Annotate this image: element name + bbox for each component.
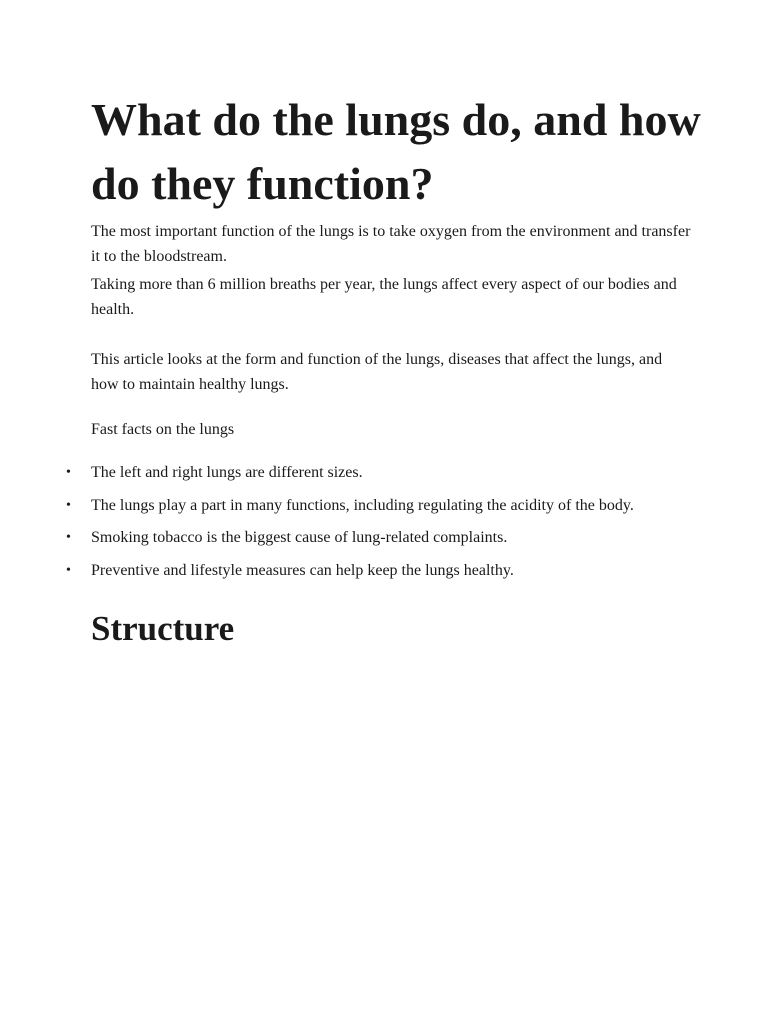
- article-title: What do the lungs do, and how do they function?: [91, 94, 701, 209]
- intro-paragraph: The most important function of the lungs is to take oxygen from the environment and transfer it to the bloodstream.: [91, 223, 691, 265]
- bullet-icon: •: [66, 465, 71, 480]
- list-item: [0, 493, 768, 526]
- list-item-text: The left and right lungs are different sizes.: [91, 464, 363, 481]
- bullet-icon: •: [66, 562, 71, 578]
- breaths-paragraph: Taking more than 6 million breaths per year, the lungs affect every aspect of our bodies and health.: [91, 276, 677, 318]
- fast-facts-list: [0, 460, 768, 590]
- list-item-text: Smoking tobacco is the biggest cause of lung-related complaints.: [91, 529, 508, 546]
- bullet-icon: •: [66, 497, 71, 513]
- list-item: [0, 525, 768, 558]
- overview-paragraph: This article looks at the form and function of the lungs, diseases that affect the lungs, and how to maintain healthy lungs.: [91, 351, 663, 393]
- list-item: [0, 460, 768, 493]
- list-item-text: Preventive and lifestyle measures can help keep the lungs healthy.: [91, 561, 514, 579]
- bullet-icon: •: [66, 530, 71, 545]
- section-heading-structure: Structure: [91, 609, 235, 648]
- list-item: [0, 558, 768, 591]
- list-item-text: The lungs play a part in many functions, including regulating the acidity of the body.: [91, 496, 634, 514]
- fast-facts-label: Fast facts on the lungs: [91, 421, 235, 438]
